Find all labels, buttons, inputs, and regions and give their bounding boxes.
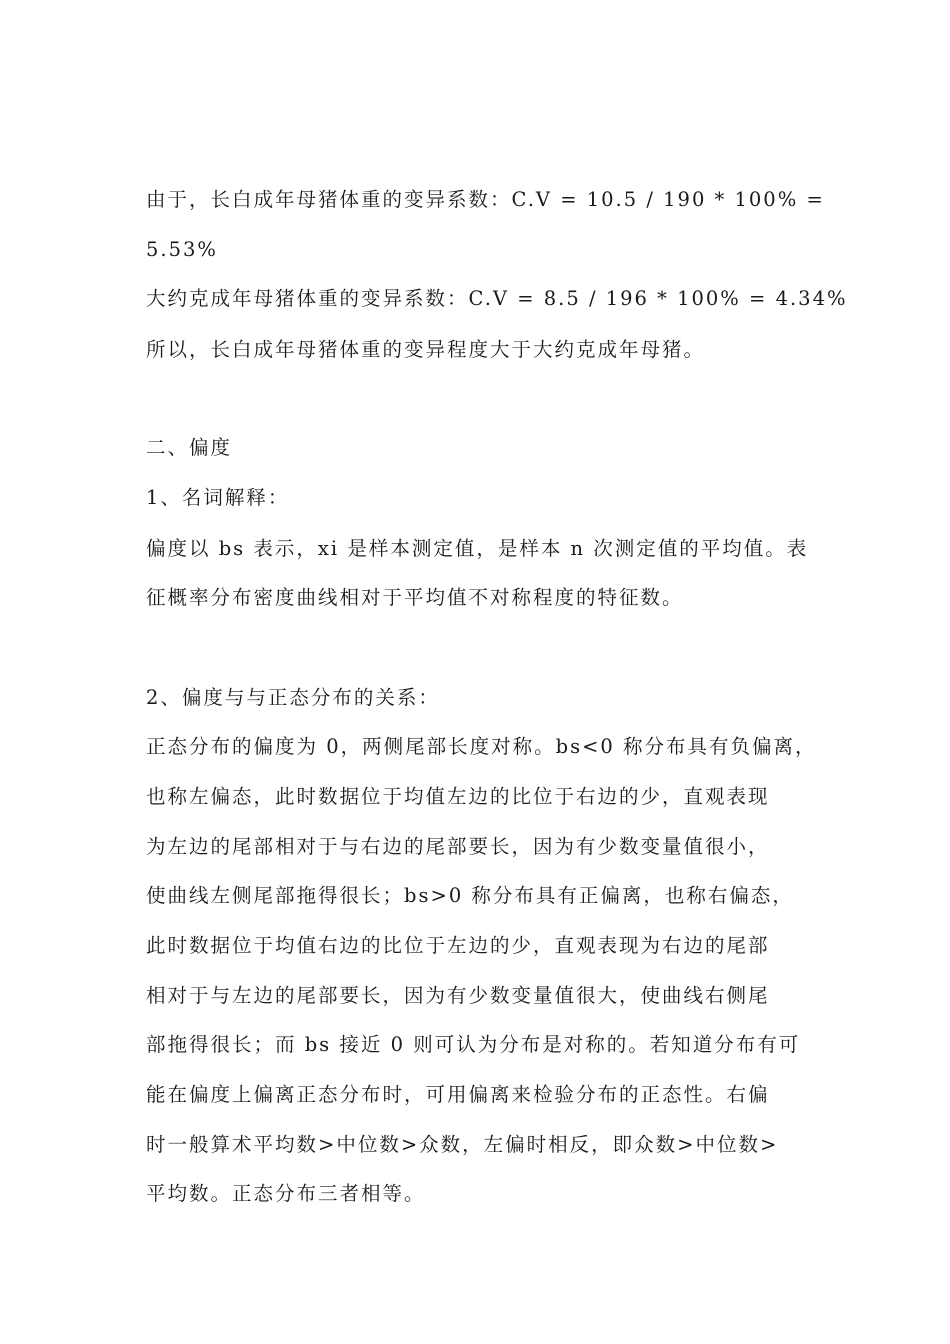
text-line-relationship-10: 平均数。正态分布三者相等。 (146, 1182, 426, 1205)
text-line-relationship-6: 相对于与左边的尾部要长，因为有少数变量值很大，使曲线右侧尾 (146, 984, 770, 1007)
text-line-definition-1: 偏度以 bs 表示，xi 是样本测定值，是样本 n 次测定值的平均值。表 (146, 537, 809, 560)
text-line-relationship-2: 也称左偏态，此时数据位于均值左边的比位于右边的少，直观表现 (146, 785, 770, 808)
text-line-relationship-7: 部拖得很长；而 bs 接近 0 则可认为分布是对称的。若知道分布有可 (146, 1033, 801, 1056)
subheading-relationship: 2、偏度与与正态分布的关系： (146, 686, 440, 709)
text-line-relationship-8: 能在偏度上偏离正态分布时，可用偏离来检验分布的正态性。右偏 (146, 1083, 770, 1106)
text-line-definition-2: 征概率分布密度曲线相对于平均值不对称程度的特征数。 (146, 586, 684, 609)
text-line-relationship-1: 正态分布的偏度为 0，两侧尾部长度对称。bs<0 称分布具有负偏离， (146, 735, 817, 758)
text-line-cv-yorkshire: 大约克成年母猪体重的变异系数：C.V = 8.5 / 196 * 100% = 4.34% (146, 287, 848, 310)
section-heading-skewness: 二、偏度 (146, 436, 233, 459)
text-line-relationship-4: 使曲线左侧尾部拖得很长；bs>0 称分布具有正偏离，也称右偏态， (146, 884, 794, 907)
subheading-definition: 1、名词解释： (146, 486, 290, 509)
text-line-relationship-9: 时一般算术平均数>中位数>众数，左偏时相反，即众数>中位数> (146, 1133, 779, 1156)
text-line-cv-landrace-result: 5.53% (146, 238, 218, 261)
text-line-relationship-3: 为左边的尾部相对于与右边的尾部要长，因为有少数变量值很小， (146, 835, 770, 858)
text-line-conclusion: 所以，长白成年母猪体重的变异程度大于大约克成年母猪。 (146, 338, 706, 361)
text-line-relationship-5: 此时数据位于均值右边的比位于左边的少，直观表现为右边的尾部 (146, 934, 770, 957)
text-line-cv-landrace: 由于，长白成年母猪体重的变异系数：C.V = 10.5 / 190 * 100% = (146, 188, 825, 211)
